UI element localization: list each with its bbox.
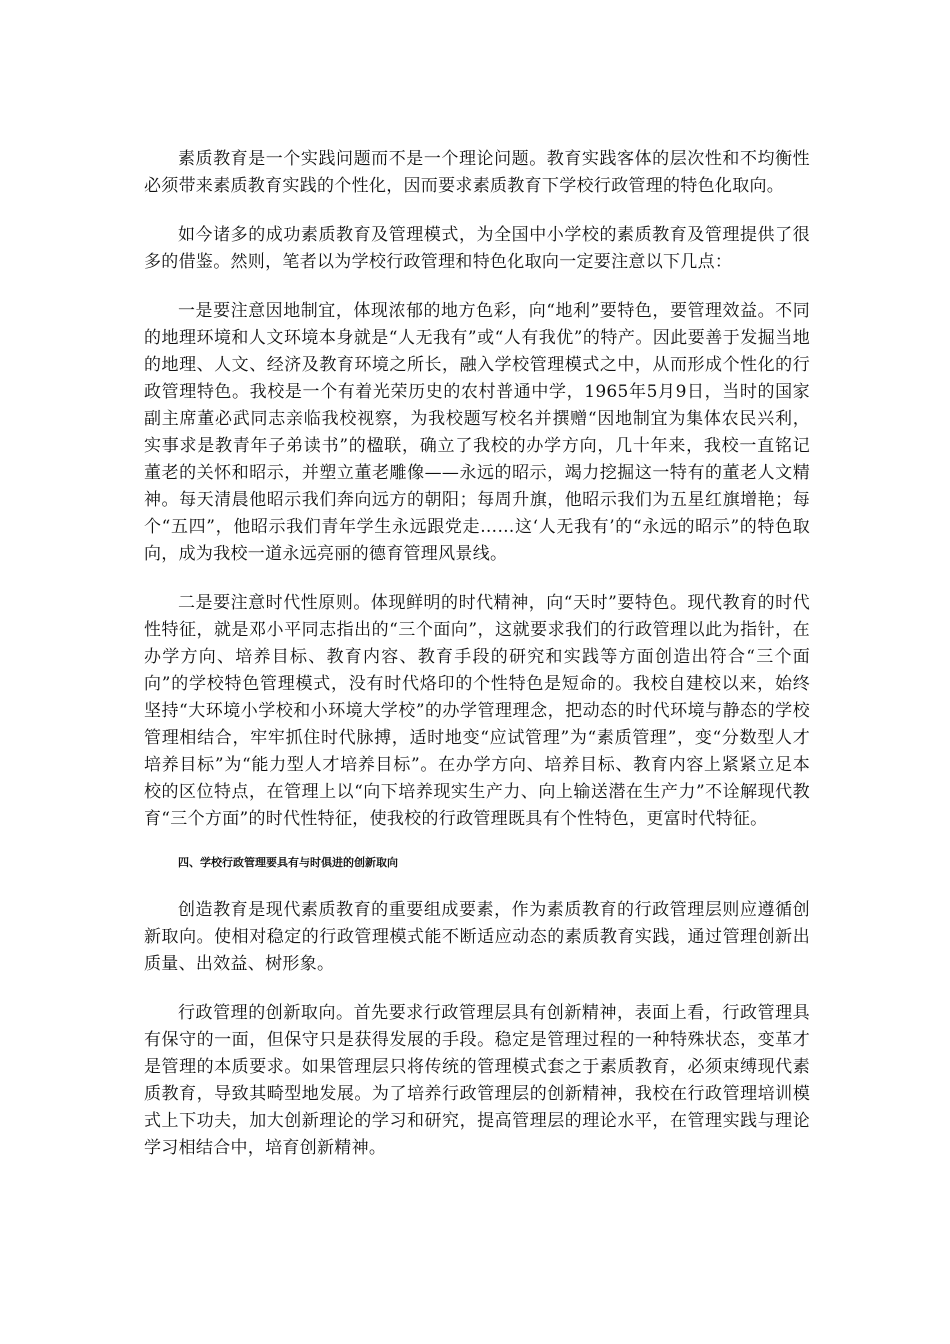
- paragraph-point-two: 二是要注意时代性原则。体现鲜明的时代精神，向“天时”要特色。现代教育的时代性特征，就是邓小平同志指出的“三个面向”，这就要求我们的行政管理以此为指针，在办学方向、培养目标、教育内容、教育手段的研究和实践等方面创造出符合“三个面向”的学校特色管理模式，没有时代烙印的个性特色是短命的。我校自建校以来，始终坚持“大环境小学校和小环境大学校”的办学管理理念，把动态的时代环境与静态的学校管理相结合，牢牢抓住时代脉搏，适时地变“应试管理”为“素质管理”，变“分数型人才培养目标”为“能力型人才培养目标”。在办学方向、培养目标、教育内容上紧紧立足本校的区位特点，在管理上以“向下培养现实生产力、向上输送潜在生产力”不诠解现代教育“三个方面”的时代性特征，使我校的行政管理既具有个性特色，更富时代特征。: [144, 593, 810, 829]
- paragraph-creative-education: 创造教育是现代素质教育的重要组成要素，作为素质教育的行政管理层则应遵循创新取向。使相对稳定的行政管理模式能不断适应动态的素质教育实践，通过管理创新出质量、出效益、树形象。: [144, 900, 810, 974]
- section-heading: 四、学校行政管理要具有与时俱进的创新取向: [178, 856, 398, 869]
- paragraph-innovation: 行政管理的创新取向。首先要求行政管理层具有创新精神，表面上看，行政管理具有保守的一面，但保守只是获得发展的手段。稳定是管理过程的一种特殊状态，变革才是管理的本质要求。如果管理层只将传统的管理模式套之于素质教育，必须束缚现代素质教育，导致其畸型地发展。为了培养行政管理层的创新精神，我校在行政管理培训模式上下功夫，加大创新理论的学习和研究，提高管理层的理论水平，在管理实践与理论学习相结合中，培育创新精神。: [144, 1003, 810, 1158]
- paragraph-models: 如今诸多的成功素质教育及管理模式，为全国中小学校的素质教育及管理提供了很多的借鉴。然则，笔者以为学校行政管理和特色化取向一定要注意以下几点：: [144, 225, 810, 272]
- paragraph-intro: 素质教育是一个实践问题而不是一个理论问题。教育实践客体的层次性和不均衡性必须带来素质教育实践的个性化，因而要求素质教育下学校行政管理的特色化取向。: [144, 149, 810, 196]
- paragraph-point-one: 一是要注意因地制宜，体现浓郁的地方色彩，向“地利”要特色，要管理效益。不同的地理环境和人文环境本身就是“人无我有”或“人有我优”的特产。因此要善于发掘当地的地理、人文、经济及教育环境之所长，融入学校管理模式之中，从而形成个性化的行政管理特色。我校是一个有着光荣历史的农村普通中学，1965年5月9日，当时的国家副主席董必武同志亲临我校视察，为我校题写校名并撰赠“因地制宜为集体农民兴利，实事求是教青年子弟读书”的楹联，确立了我校的办学方向，几十年来，我校一直铭记董老的关怀和昭示，并塑立董老雕像——永远的昭示，竭力挖掘这一特有的董老人文精神。每天清晨他昭示我们奔向远方的朝阳；每周升旗，他昭示我们为五星红旗增艳；每个“五四”，他昭示我们青年学生永远跟党走……这‘人无我有’的“永远的昭示”的特色取向，成为我校一道永远亮丽的德育管理风景线。: [144, 301, 810, 564]
- document-page: [144, 146, 810, 1184]
